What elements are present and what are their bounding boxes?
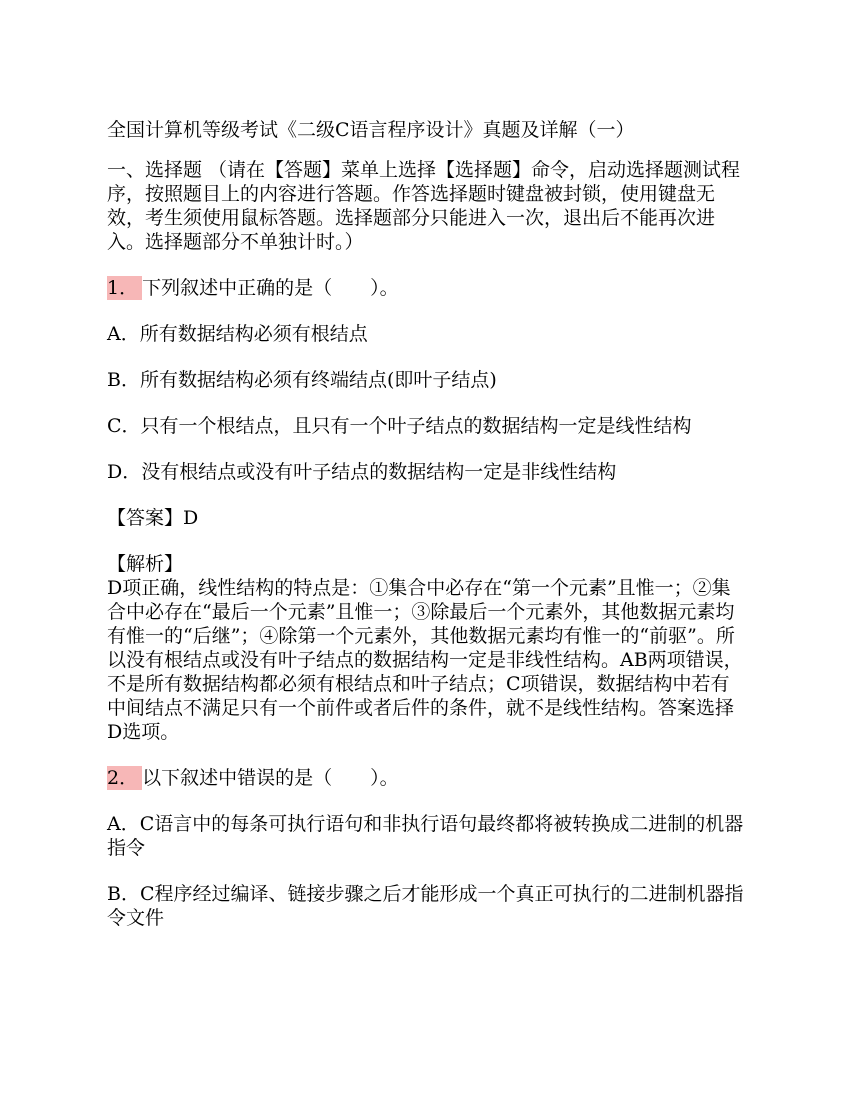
option-b: B．所有数据结构必须有终端结点(即叶子结点) <box>107 369 497 391</box>
option-a: A．C语言中的每条可执行语句和非执行语句最终都将被转换成二进制的机器指令 <box>107 813 744 859</box>
analysis-label: 【解析】 <box>107 553 184 575</box>
question-number-highlight: 1． <box>107 276 142 300</box>
document-title: 全国计算机等级考试《二级C语言程序设计》真题及详解（一） <box>107 119 635 141</box>
answer-label: 【答案】 <box>107 507 184 529</box>
document-page <box>107 118 747 952</box>
option-a: A．所有数据结构必须有根结点 <box>107 323 368 345</box>
question-2-stem <box>107 766 747 790</box>
section-intro: 一、选择题 （请在【答题】菜单上选择【选择题】命令，启动选择题测试程序，按照题目上的内容进行答题。作答选择题时键盘被封锁，使用键盘无效，考生须使用鼠标答题。选择题部分只能进入一次，退出后不能再次进入。选择题部分不单独计时。） <box>107 159 741 253</box>
question-stem-text: 以下叙述中错误的是（ ）。 <box>142 767 399 789</box>
option-b: B．C程序经过编译、链接步骤之后才能形成一个真正可执行的二进制机器指令文件 <box>107 883 744 929</box>
question-stem-text: 下列叙述中正确的是（ ）。 <box>142 277 399 299</box>
option-c: C．只有一个根结点，且只有一个叶子结点的数据结构一定是线性结构 <box>107 415 692 437</box>
question-number-highlight: 2． <box>107 766 142 790</box>
analysis-text: D项正确，线性结构的特点是：①集合中必存在“第一个元素”且惟一；②集合中必存在“最后一个元素”且惟一；③除最后一个元素外，其他数据元素均有惟一的“后继”；④除第一个元素外，其他数据元素均有惟一的“前驱”。所以没有根结点或没有叶子结点的数据结构一定是非线性结构。AB两项错误，不是所有数据结构都必须有根结点和叶子结点；C项错误，数据结构中若有中间结点不满足只有一个前件或者后件的条件，就不是线性结构。答案选择D选项。 <box>107 577 743 743</box>
answer-value: D <box>183 507 199 529</box>
option-d: D．没有根结点或没有叶子结点的数据结构一定是非线性结构 <box>107 461 617 483</box>
question-1-stem <box>107 276 747 300</box>
answer-line <box>107 506 747 530</box>
